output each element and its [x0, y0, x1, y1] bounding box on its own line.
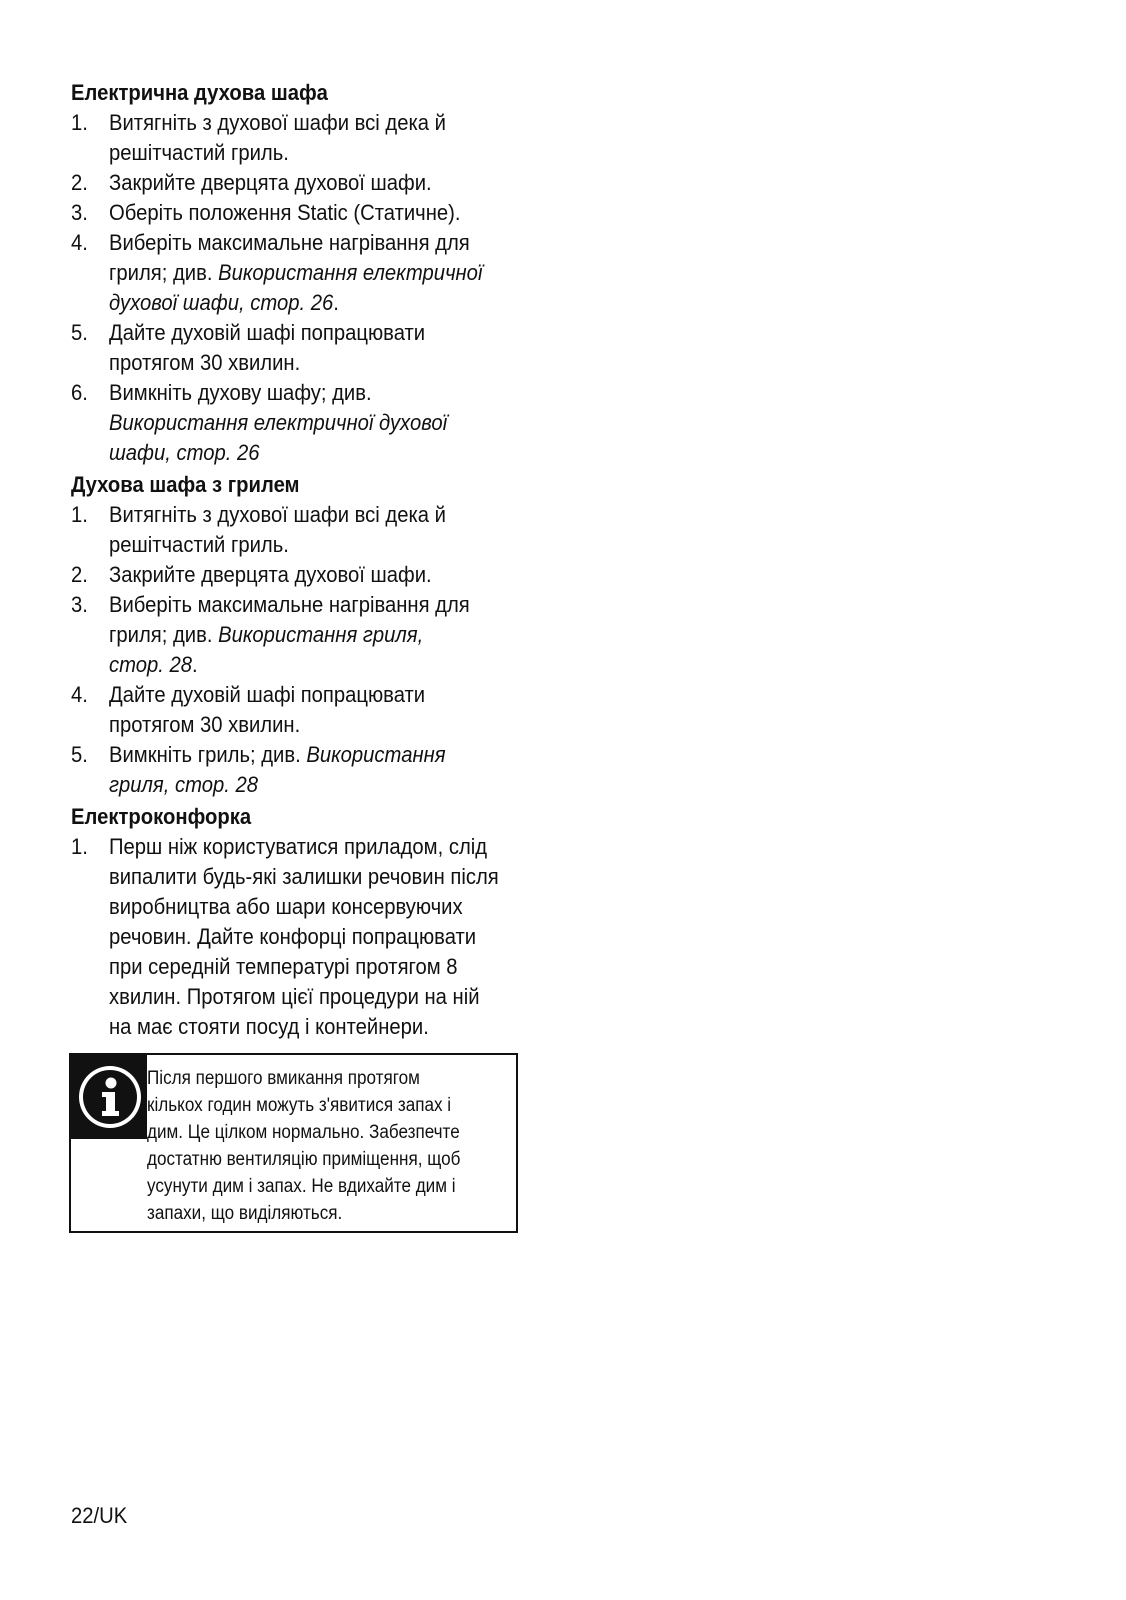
step-number: 1. [71, 502, 88, 527]
section-heading-electric-oven: Електрична духова шафа [71, 80, 328, 105]
step-line: Перш ніж користуватися приладом, слід [109, 834, 488, 859]
note-line: дим. Це цілком нормально. Забезпечте [147, 1122, 460, 1143]
step-line: випалити будь-які залишки речовин після [109, 864, 499, 889]
step-item [71, 318, 541, 378]
step-number: 3. [71, 200, 88, 225]
step-line: Закрийте дверцята духової шафи. [109, 170, 432, 195]
page-reference: Використання електричної [218, 260, 483, 285]
step-item [71, 590, 541, 680]
page-reference: стор. 28 [109, 652, 193, 677]
step-item [71, 168, 541, 198]
step-text [109, 590, 546, 680]
step-line-tail: . [192, 652, 198, 677]
step-number: 4. [71, 682, 88, 707]
step-line: Вимкніть духову шафу; див. [109, 380, 372, 405]
step-number: 2. [71, 170, 88, 195]
step-line: на має стояти посуд і контейнери. [109, 1014, 429, 1039]
step-number: 6. [71, 380, 88, 405]
step-line-tail: . [333, 290, 339, 315]
step-text [109, 680, 546, 740]
step-item [71, 198, 541, 228]
step-line: Оберіть положення Static (Статичне). [109, 200, 461, 225]
note-text [147, 1065, 507, 1227]
step-text [109, 500, 546, 560]
step-text [109, 560, 546, 590]
info-note-box [69, 1053, 518, 1233]
step-line: Закрийте дверцята духової шафи. [109, 562, 432, 587]
page-reference: Використання гриля, [218, 622, 424, 647]
step-line: хвилин. Протягом цієї процедури на ній [109, 984, 480, 1009]
step-line: Дайте духовій шафі попрацювати [109, 682, 426, 707]
step-number: 5. [71, 742, 88, 767]
step-line: Виберіть максимальне нагрівання для [109, 230, 470, 255]
section-heading-grill-oven: Духова шафа з грилем [71, 472, 300, 497]
step-line: Виберіть максимальне нагрівання для [109, 592, 470, 617]
step-number: 4. [71, 230, 88, 255]
page-number: 22/UK [71, 1503, 128, 1528]
step-item [71, 832, 541, 1042]
step-text [109, 378, 546, 468]
step-line: гриля; див. [109, 622, 219, 647]
note-line: Після першого вмикання протягом [147, 1068, 420, 1089]
step-item [71, 378, 541, 468]
step-item [71, 560, 541, 590]
note-line: достатню вентиляцію приміщення, щоб [147, 1149, 461, 1170]
info-icon [71, 1055, 147, 1139]
page-reference: Використання електричної духової [109, 410, 448, 435]
note-line: кількох годин можуть з'явитися запах і [147, 1095, 452, 1116]
note-line: запахи, що виділяються. [147, 1203, 343, 1224]
step-number: 1. [71, 834, 88, 859]
step-item [71, 740, 541, 800]
step-item [71, 228, 541, 318]
step-text [109, 198, 546, 228]
step-item [71, 108, 541, 168]
page-reference: Використання [306, 742, 446, 767]
step-line: протягом 30 хвилин. [109, 350, 301, 375]
step-text [109, 318, 546, 378]
section-heading-hotplate: Електроконфорка [71, 804, 252, 829]
step-line: протягом 30 хвилин. [109, 712, 301, 737]
step-item [71, 500, 541, 560]
step-line: решітчастий гриль. [109, 140, 289, 165]
document-body [71, 78, 541, 1044]
steps-hotplate [71, 832, 541, 1042]
page-reference: шафи, стор. 26 [109, 440, 260, 465]
page-reference: гриля, стор. 28 [109, 772, 258, 797]
steps-electric-oven [71, 108, 541, 468]
step-line: Вимкніть гриль; див. [109, 742, 307, 767]
step-text [109, 168, 546, 198]
step-line: Витягніть з духової шафи всі дека й [109, 110, 446, 135]
step-line: Дайте духовій шафі попрацювати [109, 320, 426, 345]
step-number: 2. [71, 562, 88, 587]
step-text [109, 108, 546, 168]
step-line: Витягніть з духової шафи всі дека й [109, 502, 446, 527]
step-number: 3. [71, 592, 88, 617]
step-line: гриля; див. [109, 260, 219, 285]
step-text [109, 740, 546, 800]
step-line: при середній температурі протягом 8 [109, 954, 458, 979]
steps-grill-oven [71, 500, 541, 800]
step-line: речовин. Дайте конфорці попрацювати [109, 924, 477, 949]
step-line: виробництва або шари консервуючих [109, 894, 463, 919]
step-item [71, 680, 541, 740]
page-reference: духової шафи, стор. 26 [109, 290, 334, 315]
step-number: 1. [71, 110, 88, 135]
step-line: решітчастий гриль. [109, 532, 289, 557]
step-number: 5. [71, 320, 88, 345]
step-text [109, 228, 546, 318]
step-text [109, 832, 546, 1042]
note-line: усунути дим і запах. Не вдихайте дим і [147, 1176, 456, 1197]
